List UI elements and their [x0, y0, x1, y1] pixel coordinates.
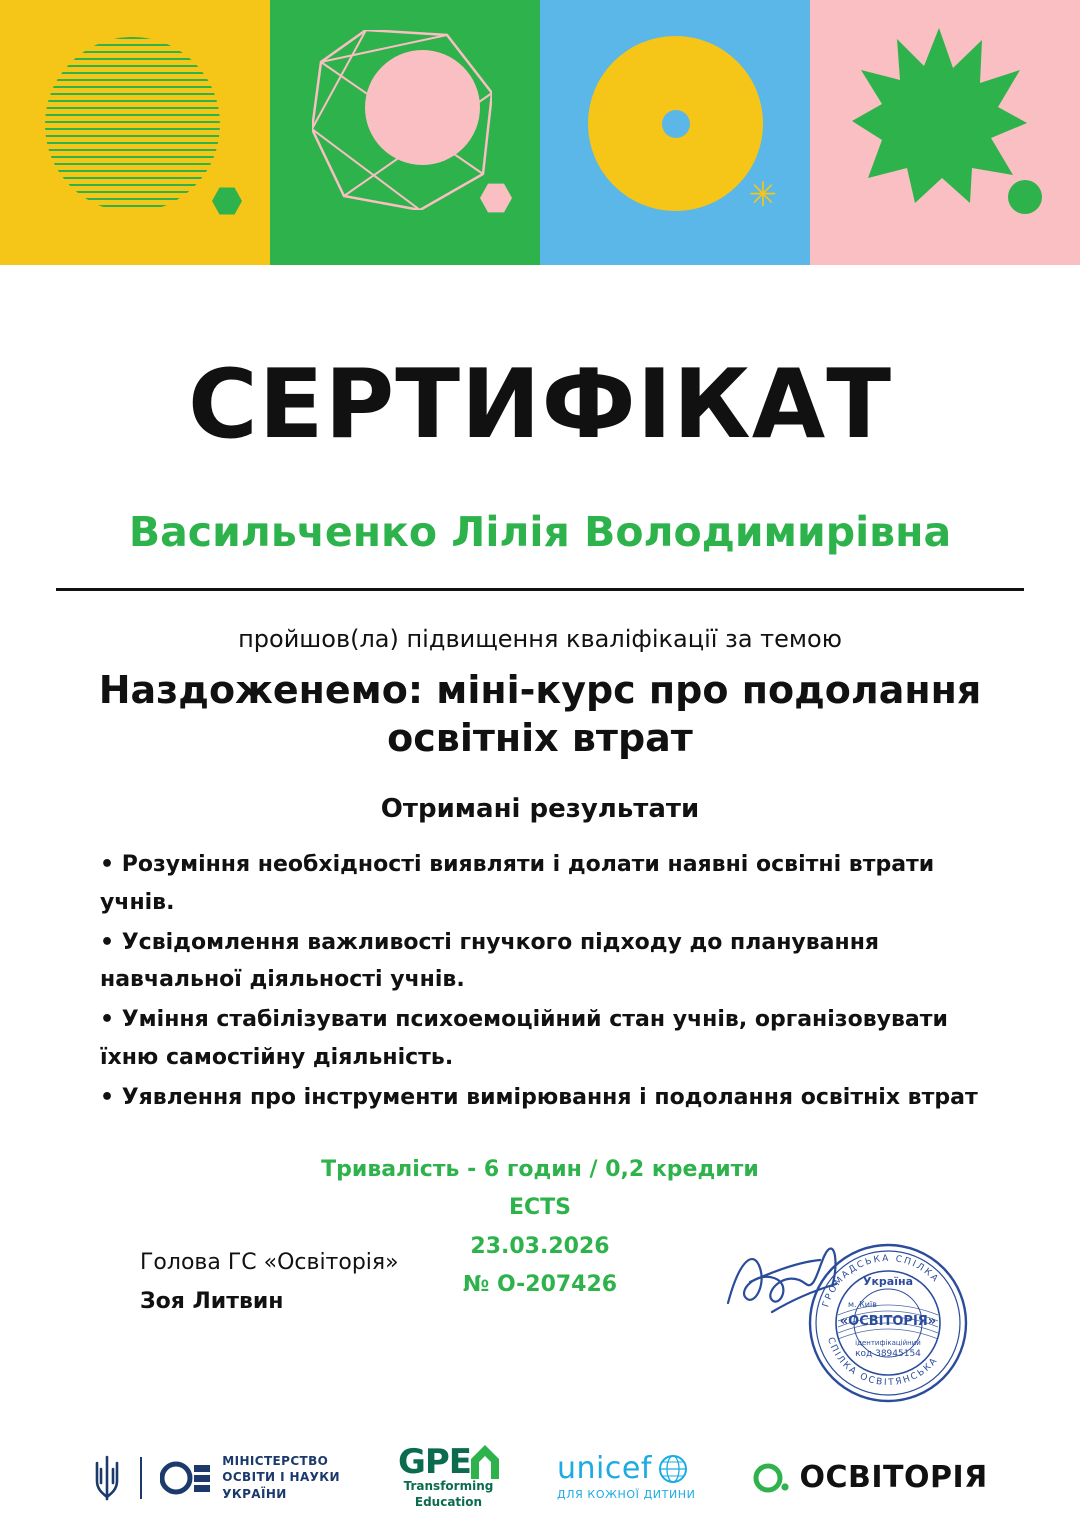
banner-panel-green	[270, 0, 540, 265]
signature-block	[140, 1250, 560, 1314]
mon-line-2: ОСВІТИ І НАУКИ	[222, 1470, 340, 1485]
svg-text:«ОСВІТОРІЯ»: «ОСВІТОРІЯ»	[839, 1314, 937, 1329]
unicef-wordmark: unicef	[557, 1451, 652, 1486]
certificate-body	[0, 265, 1080, 1305]
svg-text:м. Київ: м. Київ	[848, 1300, 877, 1309]
banner-panel-blue	[540, 0, 810, 265]
svg-text:СПІЛКА ОСВІТЯНСЬКА: СПІЛКА ОСВІТЯНСЬКА	[824, 1336, 941, 1389]
osvitoria-mark-icon	[753, 1460, 789, 1496]
striped-circle-shape	[45, 37, 220, 212]
svg-text:Україна: Україна	[862, 1275, 914, 1288]
logo-divider	[140, 1457, 142, 1499]
footer-logos	[0, 1428, 1080, 1527]
gpe-logo	[397, 1441, 499, 1510]
round-seal	[810, 1245, 966, 1401]
issue-date: 23.03.2026	[470, 1233, 610, 1259]
certificate-number: № O-207426	[462, 1272, 618, 1298]
results-heading: Отримані результати	[380, 794, 700, 824]
osvitoria-logo	[753, 1460, 987, 1496]
banner-panel-yellow	[0, 0, 270, 265]
small-star-icon: ✳	[748, 175, 778, 215]
green-dot-shape	[1008, 180, 1042, 214]
mon-line-3: УКРАЇНИ	[222, 1486, 287, 1501]
unicef-globe-icon	[658, 1454, 688, 1484]
certificate-subtitle: пройшов(ла) підвищення кваліфікації за темою	[238, 625, 842, 653]
gpe-arrow-icon	[469, 1445, 499, 1479]
page-title: СЕРТИФІКАТ	[187, 350, 893, 460]
recipient-name: Васильченко Лілія Володимирівна	[128, 508, 952, 556]
gpe-line-2: Education	[414, 1494, 483, 1509]
gpe-tagline	[398, 1479, 499, 1510]
svg-text:ГРОМАДСЬКА СПІЛКА: ГРОМАДСЬКА СПІЛКА	[821, 1253, 941, 1309]
official-stamp	[720, 1228, 990, 1418]
decorative-banner	[0, 0, 1080, 265]
mon-logo	[92, 1453, 340, 1502]
banner-panel-pink	[810, 0, 1080, 265]
signatory-name: Зоя Литвин	[140, 1289, 284, 1314]
list-item: • Уміння стабілізувати психоемоційний стан учнів, організовувати їхню самостійну діяльність.	[100, 1007, 948, 1071]
signatory-role: Голова ГС «Освіторія»	[140, 1250, 399, 1275]
duration-line-1: Тривалість - 6 годин / 0,2 кредити	[321, 1156, 759, 1182]
course-title: Наздоженемо: міні-курс про подолання освітніх втрат	[98, 668, 982, 760]
unicef-logo	[557, 1451, 696, 1501]
list-item: • Усвідомлення важливості гнучкого підходу до планування навчальної діяльності учнів.	[100, 929, 880, 993]
svg-text:код 38945154: код 38945154	[855, 1349, 921, 1359]
mon-emblem-icon	[160, 1461, 212, 1495]
handwritten-signature	[728, 1249, 836, 1312]
divider	[56, 588, 1024, 591]
duration-line-2: ECTS	[508, 1195, 572, 1221]
osvitoria-wordmark: ОСВІТОРІЯ	[799, 1460, 988, 1495]
gpe-wordmark: GPE	[397, 1441, 472, 1482]
gpe-line-1: Transforming	[403, 1478, 494, 1493]
polygon-outline-shape	[312, 30, 492, 210]
donut-hole-shape	[662, 110, 690, 138]
unicef-tagline: ДЛЯ КОЖНОЇ ДИТИНИ	[557, 1488, 696, 1501]
svg-text:ідентифікаційний: ідентифікаційний	[855, 1339, 921, 1347]
mon-text	[222, 1453, 340, 1502]
mon-line-1: МІНІСТЕРСТВО	[222, 1454, 329, 1469]
list-item: • Розуміння необхідності виявляти і долати наявні освітні втрати учнів.	[100, 852, 935, 915]
results-list	[100, 846, 980, 1117]
list-item: • Уявлення про інструменти вимірювання і подолання освітніх втрат	[100, 1084, 978, 1110]
green-hexagon-shape	[212, 186, 242, 216]
green-starburst-shape	[852, 28, 1027, 203]
tryzub-icon	[92, 1455, 122, 1501]
